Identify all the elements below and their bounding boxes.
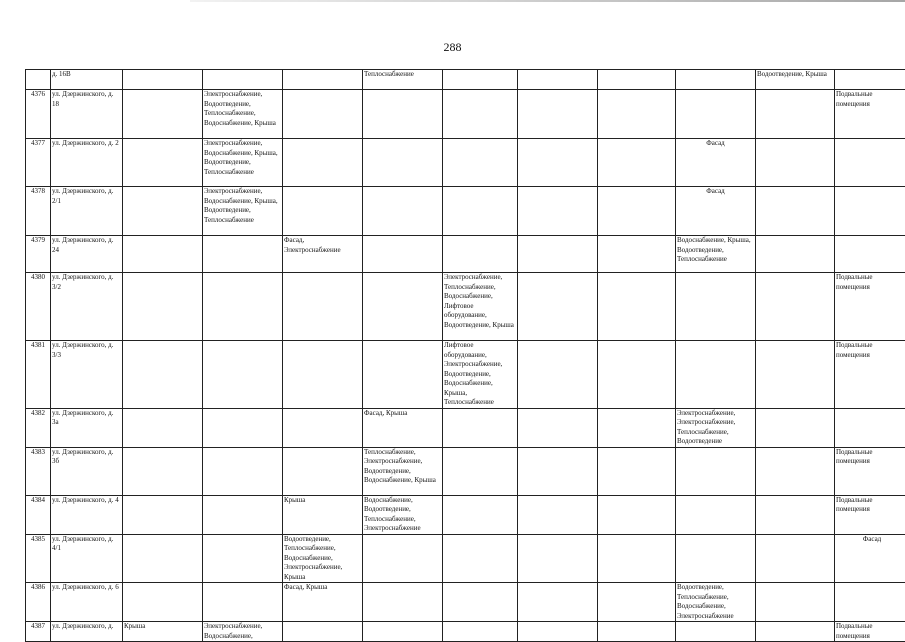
work-cell: Электроснабжение, Водоснабжение, Крыша, Водоотведение, Теплоснабжение [203,139,283,187]
work-cell [203,583,283,622]
work-cell-text: Подвальные помещения [836,90,905,109]
work-cell [598,341,676,409]
work-cell [756,534,835,583]
work-cell [676,187,756,236]
work-cell [443,447,518,495]
row-address: д. 16В [51,70,123,90]
work-cell [443,90,518,139]
scan-artifact-line [190,0,905,2]
work-cell [283,139,363,187]
work-cell [598,408,676,447]
page-number: 288 [0,40,905,55]
work-cell [518,187,598,236]
work-cell [835,273,905,341]
row-address: ул. Дзержинского, д. 24 [51,236,123,273]
work-cell-text: Подвальные помещения [836,273,905,292]
work-cell [123,408,203,447]
work-cell [676,447,756,495]
work-cell [283,341,363,409]
work-cell [203,495,283,534]
row-number: 4378 [26,187,51,236]
work-cell [518,341,598,409]
table-row [26,622,905,642]
work-cell [835,447,905,495]
work-cell [756,447,835,495]
row-number: 4386 [26,583,51,622]
work-cell [123,236,203,273]
row-number: 4384 [26,495,51,534]
work-cell [203,408,283,447]
work-cell: Водоснабжение, Водоотведение, Теплоснабжение, Электроснабжение [363,495,443,534]
work-cell-text: Подвальные помещения [836,341,905,360]
work-cell-text: Подвальные помещения [836,622,905,641]
work-cell [443,139,518,187]
row-address: ул. Дзержинского, д. 2 [51,139,123,187]
work-cell [835,236,905,273]
work-cell [598,236,676,273]
work-cell [518,139,598,187]
work-cell [518,583,598,622]
work-cell [756,583,835,622]
work-cell [756,187,835,236]
work-cell [363,187,443,236]
work-cell [598,447,676,495]
work-cell-text: Водоотведение, Теплоснабжение, Водоснабжение, Электроснабжение [677,583,754,621]
work-cell [123,187,203,236]
work-cell [203,534,283,583]
repair-schedule-table [25,69,905,642]
table-row [26,583,905,622]
work-cell [123,447,203,495]
work-cell [123,90,203,139]
work-cell [756,495,835,534]
work-cell: Крыша [283,495,363,534]
work-cell [518,70,598,90]
work-cell [283,273,363,341]
row-number [26,70,51,90]
table-row [26,273,905,341]
work-cell [443,583,518,622]
work-cell [598,70,676,90]
work-cell [123,534,203,583]
work-cell [676,341,756,409]
work-cell: Водоотведение, Крыша [756,70,835,90]
work-cell [363,534,443,583]
work-cell [676,583,756,622]
work-cell [835,622,905,642]
work-cell [283,187,363,236]
row-address: ул. Дзержинского, д. 2/1 [51,187,123,236]
work-cell [518,534,598,583]
work-cell: Лифтовое оборудование, Электроснабжение, Водоотведение, Водоснабжение, Крыша, Теплоснабжение [443,341,518,409]
work-cell [598,583,676,622]
work-cell [123,273,203,341]
work-cell: Фасад, Крыша [283,583,363,622]
work-cell [363,583,443,622]
work-cell [518,90,598,139]
table-row [26,70,905,90]
table-row [26,447,905,495]
row-address: ул. Дзержинского, д. [51,622,123,642]
work-cell [518,236,598,273]
work-cell [598,139,676,187]
work-cell [363,236,443,273]
work-cell [835,341,905,409]
work-cell [835,90,905,139]
work-cell [443,187,518,236]
work-cell-text: Электроснабжение, Электроснабжение, Теплоснабжение, Водоотведение [677,409,754,447]
work-cell-text: Фасад [706,139,725,149]
row-number: 4382 [26,408,51,447]
work-cell [203,273,283,341]
work-cell [443,534,518,583]
work-cell [443,495,518,534]
work-cell [203,447,283,495]
work-cell [443,408,518,447]
work-cell [518,408,598,447]
row-address: ул. Дзержинского, д. 3б [51,447,123,495]
work-cell [283,90,363,139]
work-cell-text: Фасад [706,187,725,197]
work-cell [518,622,598,642]
work-cell [203,70,283,90]
row-address: ул. Дзержинского, д. 6 [51,583,123,622]
work-cell [676,273,756,341]
work-cell [676,408,756,447]
work-cell [363,622,443,642]
work-cell-text: Водоснабжение, Крыша, Водоотведение, Теплоснабжение [677,236,754,265]
row-address: ул. Дзержинского, д. 4 [51,495,123,534]
work-cell [363,139,443,187]
table-body [26,70,905,642]
work-cell [835,139,905,187]
row-address: ул. Дзержинского, д. 4/1 [51,534,123,583]
table-row [26,341,905,409]
work-cell [283,447,363,495]
work-cell [835,408,905,447]
work-cell [123,341,203,409]
row-number: 4379 [26,236,51,273]
row-number: 4377 [26,139,51,187]
work-cell [835,495,905,534]
work-cell [676,139,756,187]
row-number: 4385 [26,534,51,583]
table-row [26,90,905,139]
work-cell [756,90,835,139]
work-cell [518,447,598,495]
work-cell [443,70,518,90]
work-cell [283,622,363,642]
table-row [26,236,905,273]
table-row [26,534,905,583]
work-cell [363,90,443,139]
work-cell [363,341,443,409]
work-cell [756,408,835,447]
work-cell: Фасад, Электроснабжение [283,236,363,273]
work-cell-text: Подвальные помещения [836,448,905,467]
work-cell [518,273,598,341]
table-row [26,408,905,447]
row-number: 4381 [26,341,51,409]
work-cell [676,622,756,642]
row-address: ул. Дзержинского, д. 3/2 [51,273,123,341]
work-cell [123,139,203,187]
work-cell: Электроснабжение, Теплоснабжение, Водоснабжение, Лифтовое оборудование, Водоотведение, Крыша [443,273,518,341]
work-cell: Крыша [123,622,203,642]
work-cell: Теплоснабжение [363,70,443,90]
work-cell [835,70,905,90]
work-cell [123,70,203,90]
work-cell [598,187,676,236]
row-address: ул. Дзержинского, д. 3/3 [51,341,123,409]
work-cell [598,273,676,341]
work-cell [756,139,835,187]
work-cell [676,90,756,139]
row-number: 4376 [26,90,51,139]
work-cell [756,622,835,642]
row-address: ул. Дзержинского, д. 3а [51,408,123,447]
work-cell [676,495,756,534]
work-cell [676,534,756,583]
work-cell [363,273,443,341]
work-cell [598,534,676,583]
work-cell [598,90,676,139]
work-cell-text: Фасад [863,535,882,545]
work-cell: Электроснабжение, Водоснабжение, [203,622,283,642]
row-number: 4383 [26,447,51,495]
work-cell [203,341,283,409]
work-cell: Теплоснабжение, Электроснабжение, Водоотведение, Водоснабжение, Крыша [363,447,443,495]
row-number: 4380 [26,273,51,341]
work-cell: Фасад, Крыша [363,408,443,447]
table-row [26,495,905,534]
work-cell [443,622,518,642]
table-row [26,187,905,236]
work-cell [756,341,835,409]
work-cell-text: Подвальные помещения [836,496,905,515]
table-row [26,139,905,187]
work-cell [756,236,835,273]
work-cell [598,622,676,642]
work-cell [123,583,203,622]
work-cell [518,495,598,534]
work-cell [283,70,363,90]
work-cell [835,534,905,583]
work-cell [676,70,756,90]
work-cell [598,495,676,534]
work-cell [123,495,203,534]
work-cell [443,236,518,273]
work-cell [756,273,835,341]
work-cell [203,236,283,273]
row-number: 4387 [26,622,51,642]
work-cell: Электроснабжение, Водоотведение, Теплоснабжение, Водоснабжение, Крыша [203,90,283,139]
work-cell [676,236,756,273]
work-cell [283,408,363,447]
work-cell: Электроснабжение, Водоснабжение, Крыша, Водоотведение, Теплоснабжение [203,187,283,236]
work-cell: Водоотведение, Теплоснабжение, Водоснабжение, Электроснабжение, Крыша [283,534,363,583]
work-cell [835,187,905,236]
work-cell [835,583,905,622]
row-address: ул. Дзержинского, д. 18 [51,90,123,139]
